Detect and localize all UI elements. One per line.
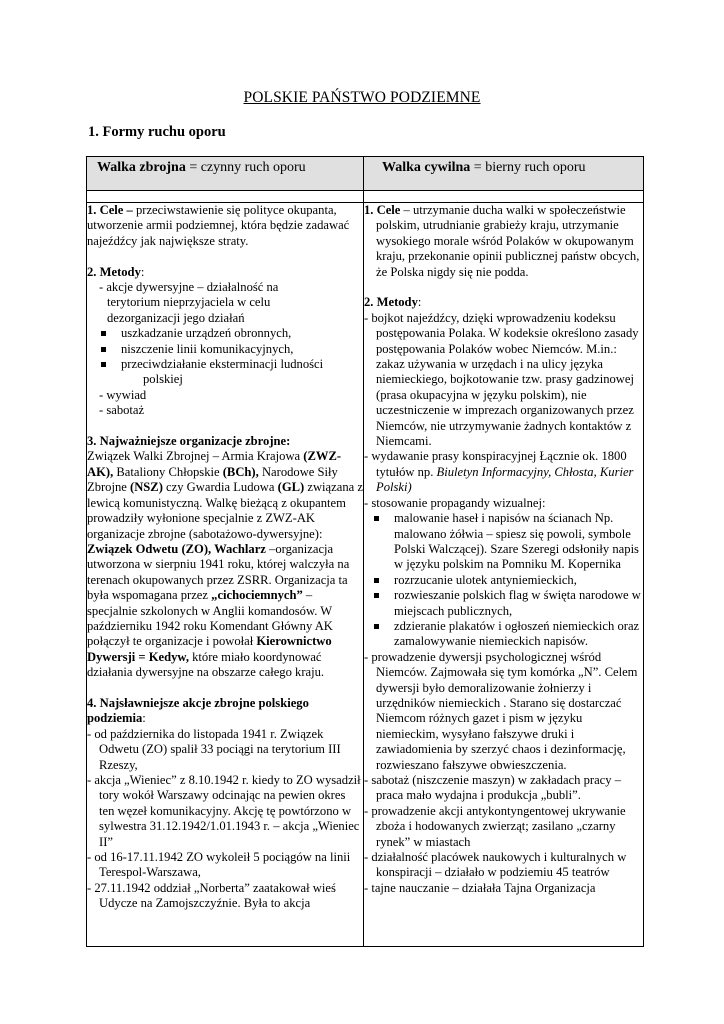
list-item: - tajne nauczanie – działała Tajna Organizacja [364, 880, 596, 895]
list-item: - sabotaż [99, 403, 145, 418]
section-heading: 1. Formy ruchu oporu [88, 124, 226, 140]
list-item: - akcja „Wieniec” z 8.10.1942 r. kiedy to ZO wysadził tory wokół Warszawy odcinając na pewien okres ten węzeł komunikacyjny. Akcję tę powtórzono w sylwestra 31.12.1942/1.01.1943 r. – akcja „Wieniec II” [87, 772, 361, 849]
bullet-item: przeciwdziałanie eksterminacji ludności [87, 357, 363, 372]
list-item: - wywiad [99, 387, 147, 402]
bullet-square-icon [374, 593, 379, 598]
header-civil-struggle [364, 157, 644, 191]
header-armed-struggle [87, 157, 364, 191]
bullet-square-icon [374, 516, 379, 521]
organizations-paragraph: Związek Walki Zbrojnej – Armia Krajowa (ZWZ-AK), Bataliony Chłopskie (BCh), Narodowe Siły Zbrojne (NSZ) czy Gwardia Ludowa (GL) związana z lewicą komunistyczną. Walkę bieżącą z okupantem prowadziły wyłonione specjalnie z ZWZ-AK organizacje zbrojne (sabotażowo-dywersyjne): Związek Odwetu (ZO), Wachlarz –organizacja utworzona w sierpniu 1941 roku, której walczyła na terenach okupowanych przez ZSRR. Organizacja ta była wspomagana przez „cichociemnych” – specjalnie szkolonych w Anglii komandosów. W październiku 1942 roku Komendant Główny AK połączył te organizacje i powołał Kierownictwo Dywersji = Kedyw, które miało koordynować działania dywersyjne na obszarze całego kraju. [87, 449, 363, 680]
organizations-heading: 3. Najważniejsze organizacje zbrojne: [87, 434, 291, 449]
bullet-item: rozrzucanie ulotek antyniemieckich, [364, 573, 643, 588]
list-item: - sabotaż (niszczenie maszyn) w zakładach pracy – praca mało wydajna i produkcja „bubli”. [364, 773, 621, 803]
bullet-item: uszkadzanie urządzeń obronnych, [87, 326, 363, 341]
list-item: - wydawanie prasy konspiracyjnej Łącznie ok. 1800 tytułów np. Biuletyn Informacyjny, Chłosta, Kurier Polski) [364, 449, 634, 495]
bullet-item: zdzieranie plakatów i ogłoszeń niemieckich oraz zamalowywanie niemieckich napisów. [364, 619, 643, 650]
methods-heading: 2. Metody: [87, 264, 145, 279]
list-item: - od 16-17.11.1942 ZO wykoleił 5 pociągów na linii Terespol-Warszawa, [87, 850, 351, 880]
header-right-bold: Walka cywilna [382, 160, 471, 175]
bullet-item: malowanie haseł i napisów na ścianach Np. malowano żółwia – spiesz się powoli, symbole Polski Walczącej). Szare Szeregi odsłoniły napis w języku polskim na Pomniku M. Kopernika [364, 511, 643, 573]
bullet-item: niszczenie linii komunikacyjnych, [87, 342, 363, 357]
list-item: - bojkot najeźdźcy, dzięki wprowadzeniu kodeksu postępowania Polaka. W kodeksie określono zasady postępowania Polaków wobec Niemców. M.in.: zakaz używania w urzędach i na ulicy języka niemieckiego, bojkotowanie tzw. prasy gadzinowej (prasa okupacyjna w języku polskim), nie uczestniczenie w imprezach organizowanych przez Niemców, nie utrzymywanie żadnych kontaktów z Niemcami. [364, 310, 639, 449]
goals-paragraph: 1. Cele – utrzymanie ducha walki w społeczeństwie polskim, utrudnianie grabieży kraju, utrzymanie wysokiego morale wśród Polaków w okupowanym kraju, przekonanie opinii publicznej państw obcych, że Polska nigdy się nie podda. [364, 203, 640, 279]
list-item: - prowadzenie akcji antykontyngentowej ukrywanie zboża i hodowanych zwierząt; zasilano „czarny rynek” w miastach [364, 803, 626, 849]
list-item: - 27.11.1942 oddział „Norberta” zaatakował wieś Udycze na Zamojszczyźnie. Była to akcja [87, 880, 336, 911]
civil-struggle-cell [364, 203, 644, 947]
list-item: - prowadzenie dywersji psychologicznej wśród Niemców. Zajmowała się tym komórka „N”. Celem dywersji było demoralizowanie żołnierzy i urzędników niemieckich . Starano się dostarczać Niemcom różnych gazet i pism w języku niemieckim, wysyłano fałszywe druki i zawiadomienia by szerzyć chaos i dezinformację, rozwieszano fałszywe obwieszczenia. [364, 649, 638, 772]
bullet-square-icon [374, 624, 379, 629]
comparison-table [86, 156, 644, 947]
armed-struggle-cell [87, 203, 364, 947]
actions-heading: 4. Najsławniejsze akcje zbrojne polskiego podziemia: [87, 695, 309, 726]
header-left-bold: Walka zbrojna [97, 160, 186, 175]
bullet-item: rozwieszanie polskich flag w święta narodowe w miejscach publicznych, [364, 588, 643, 619]
bullet-square-icon [101, 331, 106, 336]
list-item: terytorium nieprzyjaciela w celu [107, 295, 271, 310]
list-item: - działalność placówek naukowych i kulturalnych w konspiracji – działało w podziemiu 45 teatrów [364, 850, 627, 880]
header-right-rest: = bierny ruch oporu [470, 160, 586, 175]
page-title: POLSKIE PAŃSTWO PODZIEMNE [243, 89, 481, 106]
list-item: polskiej [143, 372, 183, 387]
methods-heading: 2. Metody: [364, 295, 422, 310]
list-item: - akcje dywersyjne – działalność na [99, 280, 279, 295]
bullet-square-icon [101, 347, 106, 352]
bullet-square-icon [374, 578, 379, 583]
header-left-rest: = czynny ruch oporu [185, 160, 306, 175]
bullet-square-icon [101, 362, 106, 367]
list-item: dezorganizacji jego działań [107, 310, 245, 325]
goals-paragraph: 1. Cele – przeciwstawienie się polityce okupanta, utworzenie armii podziemnej, która będzie zadawać najeźdźcy jak największe straty. [87, 203, 350, 248]
list-item: - stosowanie propagandy wizualnej: [364, 495, 546, 510]
list-item: - od października do listopada 1941 r. Związek Odwetu (ZO) spalił 33 pociągi na terytorium III Rzeszy, [87, 726, 341, 772]
